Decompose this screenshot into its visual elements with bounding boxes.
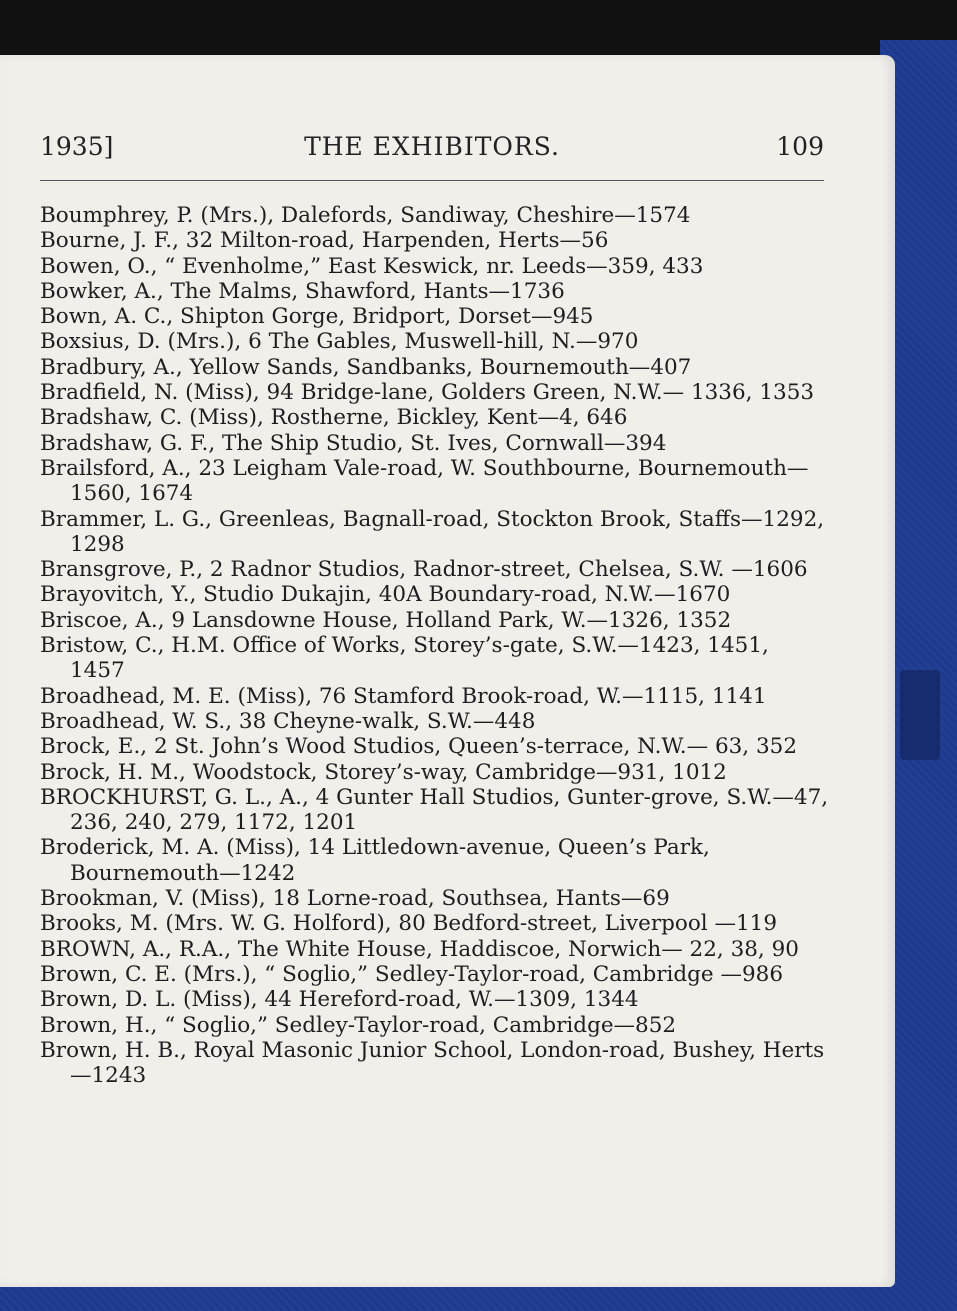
list-item: Brown, H., “ Soglio,” Sedley-Taylor-road, Cambridge—852 <box>40 1012 677 1038</box>
list-item: Bradfield, N. (Miss), 94 Bridge-lane, Golders Green, N.W.— 1336, 1353 <box>40 380 815 406</box>
list-item: Brammer, L. G., Greenleas, Bagnall-road, Stockton Brook, Staffs—1292, 1298 <box>40 506 825 557</box>
list-item: Brookman, V. (Miss), 18 Lorne-road, Southsea, Hants—69 <box>40 886 670 912</box>
list-item: Broderick, M. A. (Miss), 14 Littledown-avenue, Queen’s Park, Bournemouth—1242 <box>40 835 710 886</box>
list-item: Broadhead, M. E. (Miss), 76 Stamford Brook-road, W.—1115, 1141 <box>40 683 767 709</box>
list-item: Bowker, A., The Malms, Shawford, Hants—1736 <box>40 278 565 304</box>
list-item: Brown, H. B., Royal Masonic Junior School, London-road, Bushey, Herts—1243 <box>40 1037 825 1089</box>
list-item: Brown, C. E. (Mrs.), “ Soglio,” Sedley-Taylor-road, Cambridge —986 <box>40 961 783 987</box>
running-title: THE EXHIBITORS. <box>304 132 560 161</box>
running-header <box>40 132 824 172</box>
background-shadow <box>0 0 957 60</box>
running-year: 1935] <box>40 132 114 161</box>
list-item: Brock, E., 2 St. John’s Wood Studios, Queen’s-terrace, N.W.— 63, 352 <box>40 734 798 760</box>
bookmark-ribbon <box>900 670 940 760</box>
list-item: Bowen, O., “ Evenholme,” East Keswick, nr. Leeds—359, 433 <box>40 253 704 279</box>
list-item: Boumphrey, P. (Mrs.), Dalefords, Sandiway, Cheshire—1574 <box>40 203 691 228</box>
list-item: Brailsford, A., 23 Leigham Vale-road, W. Southbourne, Bournemouth—1560, 1674 <box>40 455 809 507</box>
list-item: Bristow, C., H.M. Office of Works, Storey’s-gate, S.W.—1423, 1451, 1457 <box>40 633 769 684</box>
list-item: Bown, A. C., Shipton Gorge, Bridport, Dorset—945 <box>40 304 594 330</box>
list-item: Bourne, J. F., 32 Milton-road, Harpenden, Herts—56 <box>40 228 609 254</box>
list-item: Boxsius, D. (Mrs.), 6 The Gables, Muswell-hill, N.—970 <box>40 329 639 355</box>
list-item: Brooks, M. (Mrs. W. G. Holford), 80 Bedford-street, Liverpool —119 <box>40 911 778 937</box>
list-item: Briscoe, A., 9 Lansdowne House, Holland Park, W.—1326, 1352 <box>40 607 732 633</box>
list-item: BROWN, A., R.A., The White House, Haddiscoe, Norwich— 22, 38, 90 <box>40 936 799 962</box>
header-rule <box>40 180 824 181</box>
list-item: Bransgrove, P., 2 Radnor Studios, Radnor-street, Chelsea, S.W. —1606 <box>40 557 808 583</box>
list-item: Bradbury, A., Yellow Sands, Sandbanks, Bournemouth—407 <box>40 354 692 380</box>
list-item: Brock, H. M., Woodstock, Storey’s-way, Cambridge—931, 1012 <box>40 759 727 785</box>
list-item: Broadhead, W. S., 38 Cheyne-walk, S.W.—448 <box>40 708 536 734</box>
exhibitor-list <box>40 203 830 1088</box>
list-item: Bradshaw, C. (Miss), Rostherne, Bickley, Kent—4, 646 <box>40 405 628 431</box>
page-number: 109 <box>776 132 824 161</box>
list-item: Brayovitch, Y., Studio Dukajin, 40A Boundary-road, N.W.—1670 <box>40 582 731 608</box>
list-item: Brown, D. L. (Miss), 44 Hereford-road, W.—1309, 1344 <box>40 987 639 1013</box>
list-item: Bradshaw, G. F., The Ship Studio, St. Ives, Cornwall—394 <box>40 430 667 456</box>
list-item: BROCKHURST, G. L., A., 4 Gunter Hall Studios, Gunter-grove, S.W.—47, 236, 240, 279, 1172, 1201 <box>40 784 829 836</box>
